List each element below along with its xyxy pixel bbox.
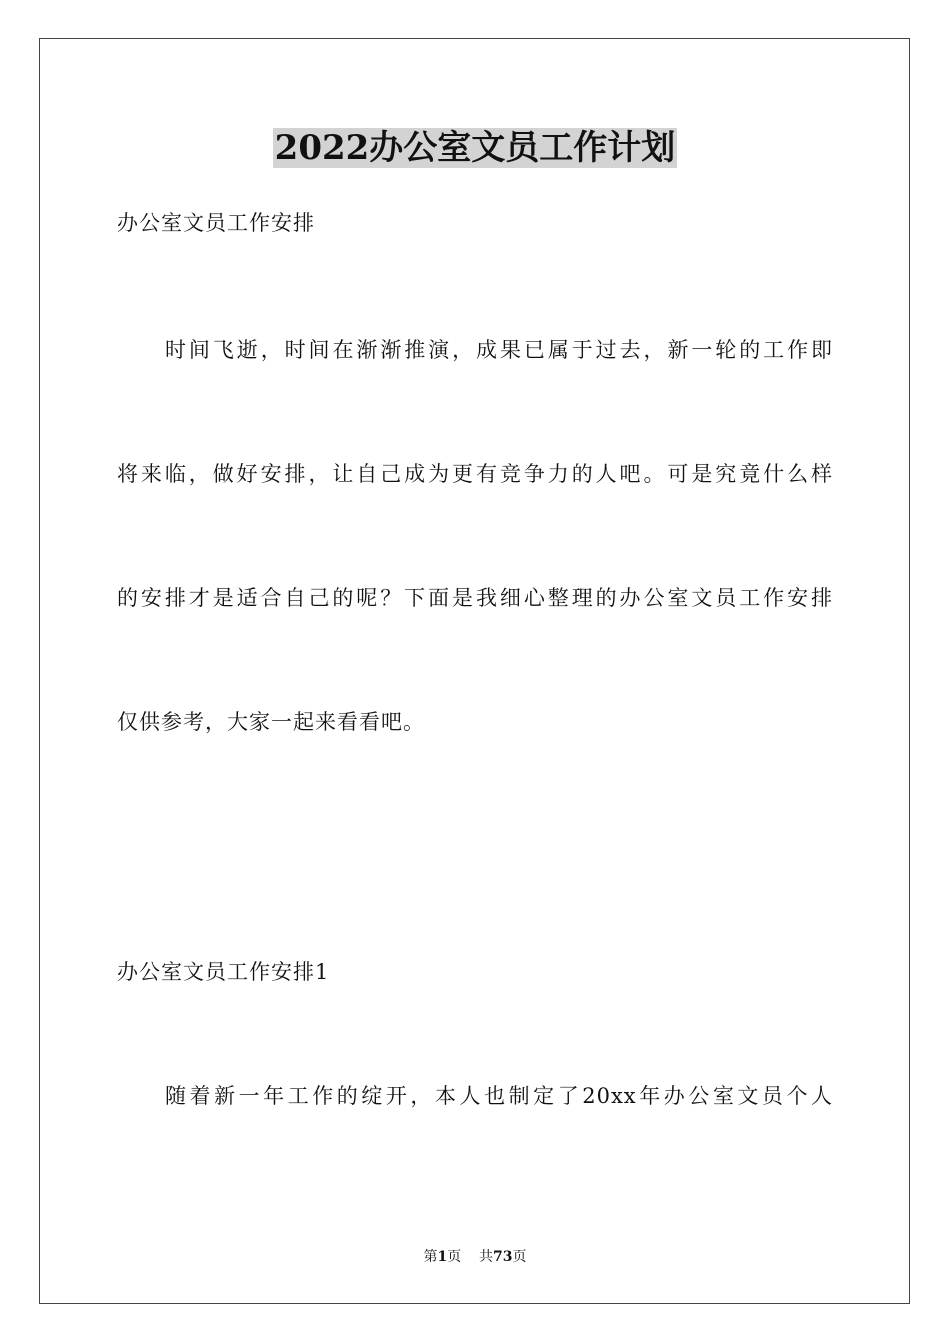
- footer-total-pages: 73: [493, 1249, 513, 1265]
- intro-line-3: 的安排才是适合自己的呢？下面是我细心整理的办公室文员工作安排: [117, 586, 833, 610]
- intro-line-2: 将来临，做好安排，让自己成为更有竞争力的人吧。可是究竟什么样: [117, 462, 833, 486]
- footer-total-suffix: 页: [512, 1249, 527, 1265]
- footer-page-suffix: 页: [447, 1249, 462, 1265]
- document-title: [0, 126, 950, 170]
- document-title-text: 2022办公室文员工作计划: [274, 128, 676, 168]
- section-heading: 办公室文员工作安排: [117, 211, 315, 235]
- page-footer: [0, 1247, 950, 1267]
- intro-line-1: 时间飞逝，时间在渐渐推演，成果已属于过去，新一轮的工作即: [165, 338, 833, 362]
- section1-heading: 办公室文员工作安排1: [117, 960, 330, 984]
- section1-line-1: 随着新一年工作的绽开，本人也制定了20xx年办公室文员个人: [165, 1084, 833, 1108]
- footer-page-prefix: 第: [423, 1249, 438, 1265]
- footer-total-prefix: 共: [479, 1249, 494, 1265]
- intro-line-4: 仅供参考，大家一起来看看吧。: [117, 710, 425, 734]
- footer-page-number: 1: [437, 1249, 448, 1265]
